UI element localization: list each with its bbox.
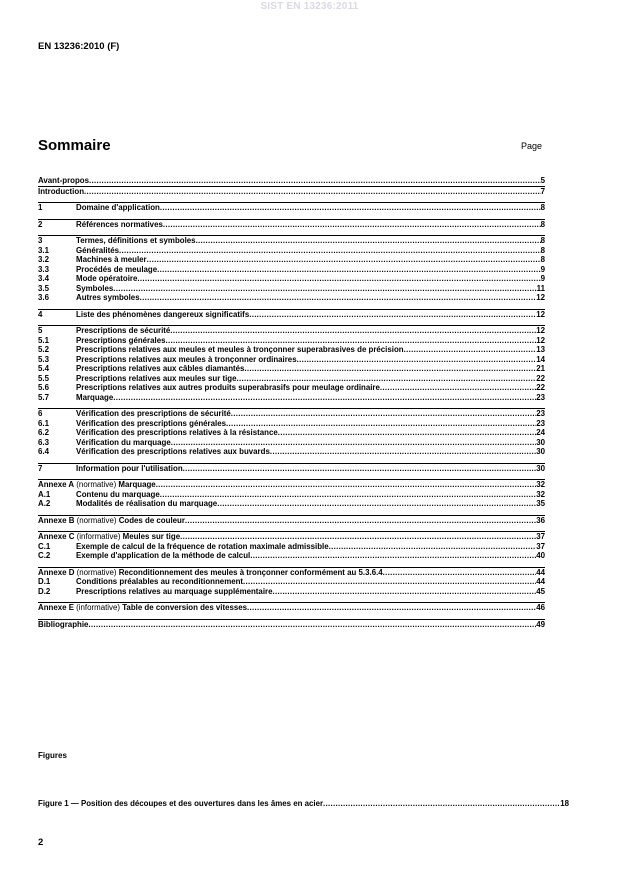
toc-entry-label	[76, 374, 237, 384]
annex-title: Marquage	[118, 480, 156, 489]
toc-entry[interactable]	[38, 408, 545, 419]
toc-entry-page: 30	[536, 447, 545, 456]
leader-dots	[380, 383, 536, 393]
toc-entry-title: Vérification du marquage	[76, 437, 171, 447]
leader-dots	[156, 480, 537, 490]
toc-entry-number: 5.5	[38, 373, 49, 383]
toc-entry-label	[38, 176, 89, 186]
leader-dots	[196, 236, 541, 246]
toc-entry-title: Machines à meuler	[76, 255, 147, 264]
leader-dots	[113, 284, 536, 294]
toc-entry[interactable]	[38, 309, 545, 320]
toc-entry-label	[76, 310, 249, 320]
toc-entry-number: 5.1	[38, 335, 49, 345]
toc-entry-label	[38, 480, 156, 490]
toc-entry-label	[76, 447, 270, 457]
toc-entry[interactable]	[38, 602, 545, 613]
figure-entry-label: Figure 1 — Position des découpes et des ouvertures dans les âmes en acier	[38, 799, 324, 808]
toc-entry[interactable]	[38, 463, 545, 474]
toc-entry-page: 30	[536, 463, 545, 473]
toc-entry-title: Avant-propos	[38, 176, 89, 185]
toc-entry-label	[38, 620, 88, 630]
toc-entry-page: 8	[540, 219, 545, 229]
toc-entry-label	[76, 409, 231, 419]
toc-entry-page: 23	[536, 418, 545, 428]
toc-entry-page: 9	[540, 264, 545, 274]
toc-entry-label	[76, 364, 244, 374]
toc-entry[interactable]	[38, 293, 545, 303]
toc-entry[interactable]	[38, 202, 545, 213]
toc-entry-page: 12	[536, 326, 545, 335]
toc-entry[interactable]	[38, 355, 545, 365]
toc-entry-number: 5	[38, 326, 43, 335]
toc-entry-page: 35	[536, 499, 545, 508]
toc-entry-label	[76, 326, 170, 336]
figure-entry-page: 18	[560, 799, 569, 808]
table-of-contents	[38, 176, 545, 629]
toc-entry[interactable]	[38, 393, 545, 403]
toc-entry-number: 5.3	[38, 354, 49, 364]
toc-entry-title: Annexe A	[38, 480, 75, 489]
toc-entry[interactable]	[38, 567, 545, 578]
leader-dots	[89, 176, 541, 186]
toc-entry-page: 9	[540, 274, 545, 283]
leader-dots	[323, 799, 560, 808]
toc-entry-page: 44	[536, 567, 545, 577]
toc-entry-number: 3.5	[38, 283, 49, 293]
toc-entry-page: 30	[536, 437, 545, 447]
leader-dots	[113, 393, 536, 403]
leader-dots	[137, 274, 540, 284]
annex-type-note: (normative)	[74, 480, 119, 489]
toc-entry-page: 12	[536, 309, 545, 319]
toc-entry-title: Prescriptions relatives aux câbles diamantés	[76, 364, 245, 373]
watermark: SIST EN 13236:2011	[260, 1, 359, 12]
toc-entry[interactable]	[38, 255, 545, 265]
toc-entry-label	[76, 236, 196, 246]
toc-entry-label	[38, 532, 180, 542]
toc-entry-title: Prescriptions relatives aux autres produits superabrasifs pour meulage ordinaire	[76, 383, 380, 392]
toc-entry-label	[76, 203, 160, 213]
toc-entry-page: 40	[536, 551, 545, 560]
toc-entry-title: Prescriptions relatives aux meules sur tige	[76, 373, 237, 383]
toc-entry-label	[76, 419, 226, 429]
toc-entry-page: 12	[536, 293, 545, 302]
toc-entry[interactable]	[38, 186, 545, 197]
leader-dots	[84, 187, 541, 197]
toc-entry-page: 5	[540, 176, 545, 185]
toc-entry-number: 5.2	[38, 345, 49, 354]
toc-entry-title: Annexe C	[38, 532, 75, 541]
toc-entry-label	[76, 274, 137, 284]
toc-entry-title: Annexe E	[38, 603, 74, 612]
leader-dots	[170, 326, 536, 336]
toc-entry[interactable]	[38, 274, 545, 284]
toc-entry-title: Vérification des prescriptions générales	[76, 418, 226, 428]
toc-entry[interactable]	[38, 246, 545, 256]
toc-entry-title: Bibliographie	[38, 619, 89, 629]
toc-entry[interactable]	[38, 345, 545, 355]
toc-entry-title: Contenu du marquage	[76, 489, 160, 499]
leader-dots	[163, 220, 541, 230]
toc-entry-number: 3.3	[38, 264, 49, 274]
toc-entry-page: 14	[536, 354, 545, 364]
toc-entry-number: 5.6	[38, 383, 49, 392]
toc-entry-title: Annexe D	[38, 567, 75, 577]
leader-dots	[297, 355, 537, 365]
toc-entry-label	[38, 603, 247, 613]
leader-dots	[247, 603, 536, 613]
leader-dots	[183, 464, 537, 474]
annex-type-note: (informative)	[73, 603, 123, 612]
toc-entry-page: 11	[536, 283, 545, 293]
toc-entry-number: A.1	[38, 489, 51, 499]
leader-dots	[244, 364, 536, 374]
toc-entry-title: Domaine d'application	[76, 203, 160, 212]
toc-entry[interactable]	[38, 284, 545, 294]
toc-entry-title: Introduction	[38, 186, 85, 196]
toc-entry-page: 32	[536, 480, 545, 489]
toc-entry-number: A.2	[38, 499, 51, 508]
toc-entry-number: 3.6	[38, 293, 49, 302]
toc-entry-title: Prescriptions de sécurité	[76, 326, 171, 335]
toc-entry[interactable]	[38, 374, 545, 384]
toc-entry-number: C.2	[38, 551, 51, 560]
toc-entry[interactable]	[38, 336, 545, 346]
toc-entry-title: Références normatives	[76, 219, 163, 229]
toc-entry-label	[76, 499, 217, 509]
toc-entry-number: C.1	[38, 541, 51, 551]
toc-entry-label	[76, 542, 329, 552]
toc-entry-title: Généralités	[76, 245, 119, 255]
toc-entry-number: 3.4	[38, 274, 49, 283]
toc-entry-number: 6.2	[38, 428, 49, 437]
toc-entry-title: Liste des phénomènes dangereux significatifs	[76, 309, 250, 319]
toc-entry[interactable]	[38, 499, 545, 509]
toc-entry[interactable]	[38, 235, 545, 246]
toc-entry-label	[76, 490, 160, 500]
leader-dots	[88, 620, 536, 630]
toc-entry-label	[38, 568, 383, 578]
leader-dots	[226, 419, 536, 429]
toc-entry-label	[38, 516, 185, 526]
annex-type-note: (normative)	[74, 515, 119, 525]
toc-entry-title: Vérification des prescriptions de sécurité	[76, 409, 231, 418]
toc-entry-page: 8	[540, 245, 545, 255]
toc-entry-page: 37	[536, 532, 545, 541]
toc-entry[interactable]	[38, 515, 545, 526]
figures-heading: Figures	[38, 751, 67, 760]
toc-entry-page: 36	[536, 515, 545, 525]
toc-entry-page: 8	[540, 236, 545, 245]
toc-entry-page: 12	[536, 335, 545, 345]
leader-dots	[185, 516, 536, 526]
toc-entry[interactable]	[38, 419, 545, 429]
leader-dots	[147, 255, 541, 265]
leader-dots	[231, 409, 536, 419]
toc-entry[interactable]	[38, 551, 545, 561]
toc-entry-label	[76, 383, 380, 393]
toc-entry[interactable]	[38, 542, 545, 552]
toc-entry-title: Prescriptions relatives au marquage supplémentaire	[76, 586, 273, 596]
toc-entry[interactable]	[38, 325, 545, 336]
toc-entry-label	[38, 187, 84, 197]
toc-entry-number: 7	[38, 463, 43, 473]
toc-entry-title: Procédés de meulage	[76, 264, 158, 274]
toc-entry-number: D.2	[38, 586, 51, 596]
toc-entry[interactable]	[38, 383, 545, 393]
toc-entry[interactable]	[38, 619, 545, 630]
toc-entry[interactable]	[38, 428, 545, 438]
leader-dots	[180, 532, 536, 542]
toc-entry[interactable]	[38, 531, 545, 542]
toc-entry-label	[76, 464, 183, 474]
toc-entry-title: Prescriptions relatives aux meules à tronçonner ordinaires	[76, 354, 297, 364]
toc-entry-number: 6	[38, 409, 43, 418]
toc-entry-title: Modalités de réalisation du marquage	[76, 499, 218, 508]
toc-entry-number: 2	[38, 219, 43, 229]
toc-entry-title: Vérification des prescriptions relatives à la résistance	[76, 428, 278, 437]
toc-entry-page: 24	[536, 428, 545, 437]
toc-entry-page: 8	[540, 203, 545, 212]
annex-type-note: (informative)	[74, 532, 123, 541]
toc-entry-label	[76, 577, 243, 587]
leader-dots	[278, 428, 536, 438]
leader-dots	[171, 438, 537, 448]
leader-dots	[160, 490, 536, 500]
toc-entry-title: Exemple de calcul de la fréquence de rotation maximale admissible	[76, 541, 329, 551]
toc-entry-label	[76, 355, 297, 365]
toc-entry-title: Vérification des prescriptions relatives aux buvards	[76, 447, 270, 456]
toc-entry[interactable]	[38, 176, 545, 186]
toc-entry-label	[76, 438, 171, 448]
leader-dots	[237, 374, 537, 384]
annex-title: Reconditionnement des meules à tronçonner conformément au 5.3.6.4	[118, 567, 383, 577]
leader-dots	[270, 447, 536, 457]
toc-entry-number: 6.3	[38, 437, 49, 447]
toc-entry-page: 22	[536, 383, 545, 392]
toc-entry-title: Mode opératoire	[76, 274, 138, 283]
toc-entry-label	[76, 265, 157, 275]
leader-dots	[243, 577, 536, 587]
toc-entry-number: D.1	[38, 577, 51, 586]
leader-dots	[404, 345, 537, 355]
leader-dots	[160, 203, 541, 213]
toc-entry-title: Autres symboles	[76, 293, 140, 302]
toc-entry-number: 4	[38, 309, 43, 319]
toc-entry-title: Prescriptions relatives aux meules et meules à tronçonner superabrasives de précision	[76, 345, 404, 354]
toc-entry-page: 44	[536, 577, 545, 586]
toc-entry-page: 45	[536, 586, 545, 596]
leader-dots	[217, 499, 536, 509]
toc-entry[interactable]	[38, 364, 545, 374]
annex-title: Table de conversion des vitesses	[122, 603, 248, 612]
toc-entry-label	[76, 255, 147, 265]
toc-entry-title: Termes, définitions et symboles	[76, 236, 196, 245]
leader-dots	[250, 551, 536, 561]
toc-entry-label	[76, 220, 163, 230]
leader-dots	[249, 310, 536, 320]
toc-entry-page: 32	[536, 489, 545, 499]
toc-entry-label	[76, 393, 113, 403]
toc-entry-label	[76, 293, 140, 303]
toc-entry-number: 3.1	[38, 245, 49, 255]
toc-entry-page: 37	[536, 541, 545, 551]
toc-entry-number: 3	[38, 236, 43, 245]
leader-dots	[383, 568, 537, 578]
toc-entry[interactable]	[38, 587, 545, 597]
toc-entry[interactable]	[38, 577, 545, 587]
toc-entry-page: 23	[536, 409, 545, 418]
toc-entry-number: 6.4	[38, 447, 49, 456]
toc-entry-page: 23	[536, 392, 545, 402]
toc-entry-title: Annexe B	[38, 515, 75, 525]
page-column-label: Page	[521, 141, 543, 151]
page-number: 2	[38, 837, 44, 848]
annex-type-note: (normative)	[74, 567, 119, 577]
toc-entry-page: 46	[536, 603, 545, 612]
leader-dots	[272, 587, 536, 597]
toc-entry-number: 5.4	[38, 364, 49, 373]
leader-dots	[140, 293, 537, 303]
toc-entry-label	[76, 428, 278, 438]
toc-entry-page: 7	[540, 186, 545, 196]
document-id: EN 13236:2010 (F)	[38, 41, 120, 52]
toc-entry-title: Symboles	[76, 283, 114, 293]
leader-dots	[329, 542, 537, 552]
toc-entry-label	[76, 551, 250, 561]
leader-dots	[119, 246, 541, 256]
toc-entry[interactable]	[38, 490, 545, 500]
toc-entry-label	[76, 345, 404, 355]
toc-entry-page: 21	[536, 364, 545, 373]
toc-entry-page: 13	[536, 345, 545, 354]
toc-entry-label	[76, 336, 165, 346]
toc-entry[interactable]	[38, 438, 545, 448]
figure-entry[interactable]	[38, 799, 569, 808]
toc-entry-label	[76, 284, 113, 294]
toc-entry-title: Information pour l'utilisation	[76, 463, 183, 473]
toc-entry-page: 8	[540, 255, 545, 264]
page-title: Sommaire	[38, 137, 111, 154]
toc-entry[interactable]	[38, 265, 545, 275]
toc-entry[interactable]	[38, 447, 545, 457]
toc-entry-label	[76, 587, 272, 597]
leader-dots	[157, 265, 540, 275]
toc-entry-number: 6.1	[38, 418, 49, 428]
toc-entry-number: 5.7	[38, 392, 49, 402]
toc-entry-title: Conditions préalables au reconditionnement	[76, 577, 244, 586]
toc-entry-label	[76, 246, 119, 256]
toc-entry-title: Exemple d'application de la méthode de calcul	[76, 551, 251, 560]
toc-entry-title: Prescriptions générales	[76, 335, 166, 345]
annex-title: Codes de couleur	[118, 515, 185, 525]
leader-dots	[165, 336, 536, 346]
toc-entry-number: 3.2	[38, 255, 49, 264]
annex-title: Meules sur tige	[122, 532, 181, 541]
toc-entry[interactable]	[38, 219, 545, 230]
toc-entry-title: Marquage	[76, 392, 114, 402]
toc-entry[interactable]	[38, 479, 545, 490]
toc-entry-page: 22	[536, 373, 545, 383]
toc-entry-number: 1	[38, 203, 43, 212]
toc-entry-page: 49	[536, 619, 545, 629]
